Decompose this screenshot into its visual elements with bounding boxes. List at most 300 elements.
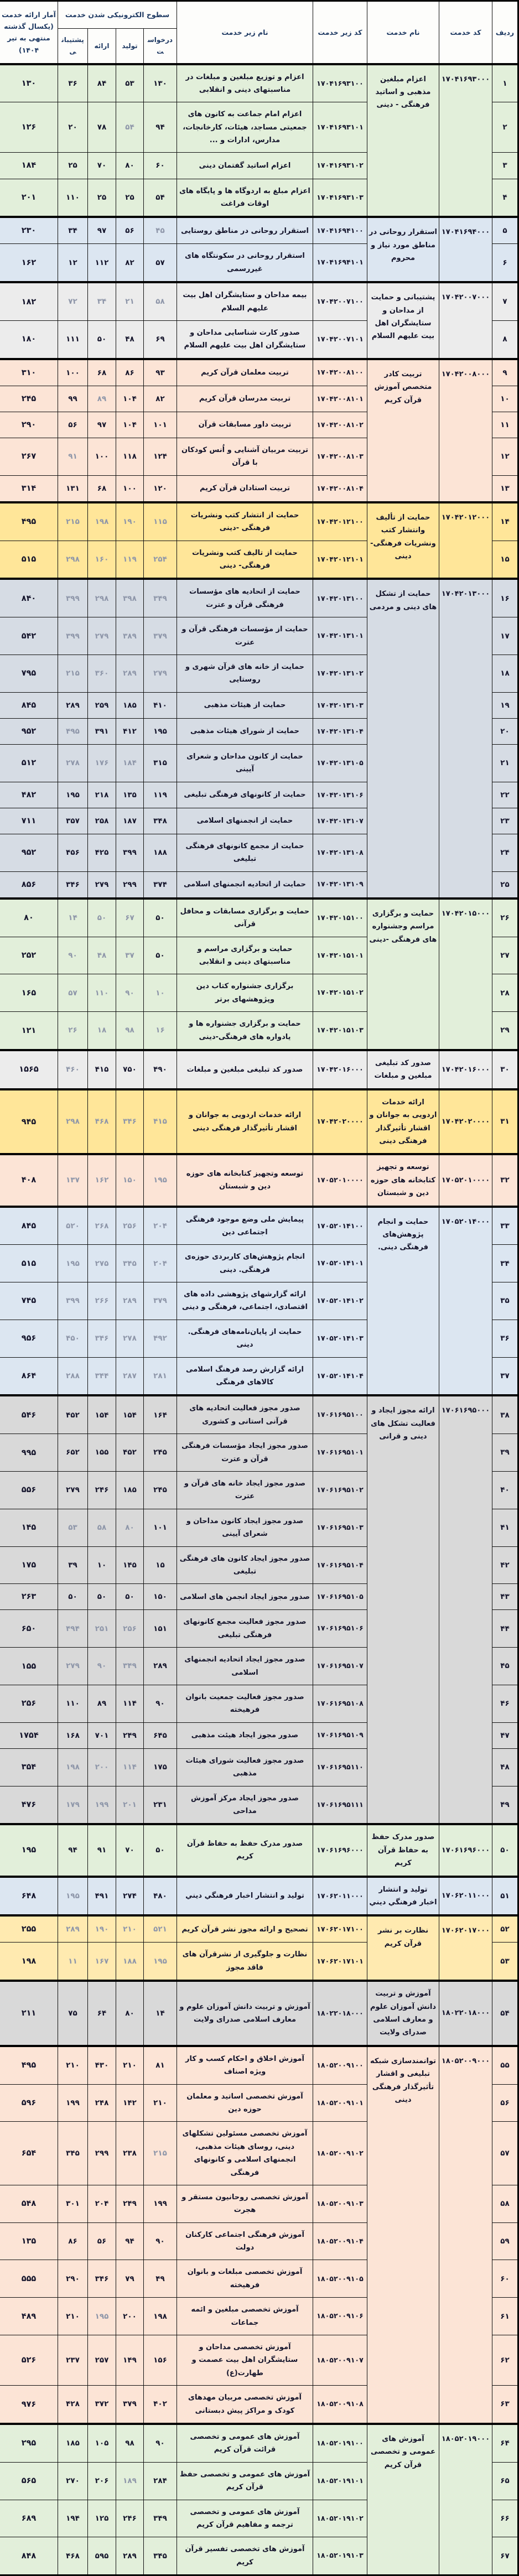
level-support-cell: ۱۱۱ (58, 320, 88, 359)
subservice-code-cell: ۱۸۰۵۲۰۱۹۱۰۲ (313, 2500, 367, 2537)
row-number-cell: ۶۴ (492, 2424, 518, 2462)
level-production-cell: ۳۸۹ (116, 617, 144, 655)
stat-cell: ۵۱۵ (0, 541, 58, 579)
subservice-code-cell: ۱۷۰۴۲۰۱۳۱۰۷ (313, 808, 367, 834)
level-production-cell: ۳۷۹ (116, 2386, 144, 2424)
stat-cell: ۷۹۵ (0, 655, 58, 693)
level-production-cell: ۷۵۰ (116, 1050, 144, 1089)
subservice-code-cell: ۱۷۰۴۲۰۱۳۱۰۲ (313, 655, 367, 693)
stat-cell: ۵۵۶ (0, 1471, 58, 1509)
level-support-cell: ۱۱۰ (58, 1685, 88, 1722)
row-number-cell: ۳۵ (492, 1282, 518, 1320)
level-support-cell: ۹۴ (58, 1824, 88, 1876)
row-number-cell: ۱۶ (492, 579, 518, 617)
stat-cell: ۱۷۵ (0, 1546, 58, 1584)
row-number-cell: ۵۶ (492, 2084, 518, 2122)
level-production-cell: ۱۸۵ (116, 1471, 144, 1509)
level-delivery-cell: ۲۷۹ (88, 617, 116, 655)
subservice-code-cell: ۱۷۰۴۲۰۱۳۱۰۱ (313, 617, 367, 655)
subservice-name-cell: آموزش های تخصصی تفسیر قرآن کریم (177, 2537, 313, 2575)
level-request-cell: ۵۰ (144, 1824, 177, 1876)
row-number-cell: ۲۷ (492, 937, 518, 974)
level-request-cell: ۱۵۶ (144, 2335, 177, 2386)
level-request-cell: ۲۱۵ (144, 2122, 177, 2185)
row-number-cell: ۲۹ (492, 1012, 518, 1050)
subservice-name-cell: صدور مجوز ایجاد خانه های قرآن و عترت (177, 1471, 313, 1509)
level-request-cell: ۲۴۵ (144, 1471, 177, 1509)
level-support-cell: ۳۹۹ (58, 1282, 88, 1320)
service-code-cell: ۱۷۰۶۱۶۹۶۰۰۰ (439, 1824, 492, 1876)
level-production-cell: ۹۴ (116, 2222, 144, 2260)
level-production-cell: ۲۴۹ (116, 1722, 144, 1748)
subservice-name-cell: پیمایش ملی وضع موجود فرهنگی اجتماعی دین (177, 1207, 313, 1245)
level-support-cell: ۲۱۵ (58, 655, 88, 693)
row-number-cell: ۶۷ (492, 2537, 518, 2575)
row-number-cell: ۴۸ (492, 1748, 518, 1786)
level-request-cell: ۹۳ (144, 359, 177, 386)
level-production-cell: ۲۰۱ (116, 1786, 144, 1824)
subservice-name-cell: تربیت استادان قرآن کریم (177, 475, 313, 502)
stat-cell: ۸۶۴ (0, 1357, 58, 1395)
service-code-cell: ۱۷۰۴۲۰۲۰۰۰۰ (439, 1089, 492, 1155)
level-delivery-cell: ۷۰ (88, 153, 116, 179)
level-production-cell: ۳۴۵ (116, 1245, 144, 1282)
level-delivery-cell: ۳۴۶ (88, 2260, 116, 2298)
level-support-cell: ۱۱۰ (58, 179, 88, 217)
level-request-cell: ۶۴۵ (144, 1722, 177, 1748)
row-number-cell: ۱۱ (492, 412, 518, 438)
level-delivery-cell: ۲۴۸ (88, 2084, 116, 2122)
level-support-cell: ۳۹۹ (58, 579, 88, 617)
subservice-code-cell: ۱۸۰۵۲۰۰۹۱۰۴ (313, 2222, 367, 2260)
subservice-code-cell: ۱۷۰۵۲۰۱۴۱۰۳ (313, 1320, 367, 1357)
table-row (0, 217, 518, 244)
stat-cell: ۵۹۶ (0, 2084, 58, 2122)
level-delivery-cell: ۱۰۰ (88, 438, 116, 476)
header-subservice-name: نام زیر خدمت (177, 1, 313, 64)
level-request-cell: ۵۰ (144, 937, 177, 974)
row-number-cell: ۲۶ (492, 899, 518, 937)
stat-cell: ۵۴۲ (0, 617, 58, 655)
level-support-cell: ۲۸۹ (58, 1915, 88, 1943)
row-number-cell: ۴۳ (492, 1584, 518, 1610)
level-delivery-cell: ۵۸ (88, 1509, 116, 1546)
subservice-name-cell: آموزش تخصصی مبلغین و ائمه جماعات (177, 2298, 313, 2335)
row-number-cell: ۹ (492, 359, 518, 386)
level-request-cell: ۲۸۹ (144, 1648, 177, 1685)
level-request-cell: ۱۹۸ (144, 2298, 177, 2335)
level-production-cell: ۳۴۶ (116, 1089, 144, 1155)
level-production-cell: ۱۸۵ (116, 692, 144, 718)
table-row (0, 899, 518, 937)
subservice-code-cell: ۱۷۰۴۲۰۰۷۱۰۱ (313, 320, 367, 359)
level-request-cell: ۸۲ (144, 386, 177, 412)
subservice-code-cell: ۱۸۰۵۲۰۰۹۱۰۶ (313, 2298, 367, 2335)
level-delivery-cell: ۶۴ (88, 1981, 116, 2046)
level-delivery-cell: ۸۹ (88, 386, 116, 412)
level-support-cell: ۱۲ (58, 244, 88, 282)
level-request-cell: ۱۵۱ (144, 1610, 177, 1648)
level-production-cell: ۱۳۵ (116, 782, 144, 808)
level-support-cell: ۳۴۶ (58, 871, 88, 899)
level-delivery-cell: ۲۵۱ (88, 1610, 116, 1648)
level-request-cell: ۵۷ (144, 244, 177, 282)
level-request-cell: ۱۹۵ (144, 718, 177, 744)
table-row (0, 1207, 518, 1245)
level-delivery-cell: ۱۹۵ (88, 2298, 116, 2335)
level-delivery-cell: ۶۸ (88, 359, 116, 386)
level-delivery-cell: ۴۱۵ (88, 1050, 116, 1089)
row-number-cell: ۲۴ (492, 834, 518, 871)
service-code-cell: ۱۷۰۵۲۰۱۰۰۰۰ (439, 1154, 492, 1206)
level-production-cell: ۲۴۹ (116, 2185, 144, 2222)
subservice-name-cell: صدور مجوز ایجاد کانون های فرهنگی تبلیغی (177, 1546, 313, 1584)
level-delivery-cell: ۲۵ (88, 179, 116, 217)
row-number-cell: ۳۱ (492, 1089, 518, 1155)
stat-cell: ۲۵۲ (0, 937, 58, 974)
level-request-cell: ۱۷۵ (144, 1748, 177, 1786)
header-row-label: ردیف (492, 1, 518, 64)
stat-cell: ۴۸۲ (0, 782, 58, 808)
level-production-cell: ۹۰ (116, 974, 144, 1012)
level-delivery-cell: ۱۹۹ (88, 1786, 116, 1824)
level-production-cell: ۱۱۹ (116, 541, 144, 579)
subservice-name-cell: آموزش های عمومی و تخصصی ترجمه و مفاهیم قرآن کریم (177, 2500, 313, 2537)
row-number-cell: ۳ (492, 153, 518, 179)
level-production-cell: ۱۴۵ (116, 1546, 144, 1584)
level-delivery-cell: ۳۹۱ (88, 718, 116, 744)
stat-cell: ۶۸۹ (0, 2500, 58, 2537)
level-delivery-cell: ۳۷۲ (88, 2386, 116, 2424)
level-support-cell: ۱۰۰ (58, 359, 88, 386)
subservice-code-cell: ۱۷۰۴۲۰۱۲۱۰۰ (313, 502, 367, 541)
stat-cell: ۹۵۲ (0, 718, 58, 744)
level-production-cell: ۱۰۰ (116, 475, 144, 502)
level-request-cell: ۲۸۱ (144, 1357, 177, 1395)
level-delivery-cell: ۳۶۰ (88, 655, 116, 693)
level-production-cell: ۸۰ (116, 1509, 144, 1546)
stat-cell: ۲۰۱ (0, 179, 58, 217)
subservice-name-cell: آموزش فرهنگی اجتماعی کارکنان دولت (177, 2222, 313, 2260)
level-request-cell: ۱۵۰ (144, 1584, 177, 1610)
level-support-cell: ۴۹۴ (58, 1610, 88, 1648)
row-number-cell: ۵۳ (492, 1943, 518, 1981)
level-delivery-cell: ۹۰ (88, 1648, 116, 1685)
level-delivery-cell: ۱۶۲ (88, 1154, 116, 1206)
level-support-cell: ۷۲ (58, 282, 88, 320)
level-delivery-cell: ۲۰۰ (88, 1748, 116, 1786)
level-production-cell: ۵۴ (116, 102, 144, 153)
subservice-code-cell: ۱۸۰۵۲۰۰۹۱۰۱ (313, 2084, 367, 2122)
row-number-cell: ۶۶ (492, 2500, 518, 2537)
subservice-code-cell: ۱۷۰۶۲۰۱۷۱۰۰ (313, 1915, 367, 1943)
subservice-name-cell: حمایت از کانونهای فرهنگی تبلیغی (177, 782, 313, 808)
subservice-name-cell: صدور مجوز ایجاد انجمن های اسلامی (177, 1584, 313, 1610)
level-support-cell: ۱۶۸ (58, 1722, 88, 1748)
level-production-cell: ۲۱۰ (116, 2046, 144, 2084)
service-name-cell: صدور مدرک حفظ به حفاظ قرآن کریم (367, 1824, 439, 1876)
header-service-name: نام خدمت (367, 1, 439, 64)
level-support-cell: ۵۲۰ (58, 1207, 88, 1245)
subservice-name-cell: حمایت و برگزاری جشنواره ها و یادواره های فرهنگی-دینی (177, 1012, 313, 1050)
subservice-name-cell: بیمه مداحان و ستایشگران اهل بیت علیهم السلام (177, 282, 313, 320)
row-number-cell: ۳۳ (492, 1207, 518, 1245)
row-number-cell: ۴۴ (492, 1610, 518, 1648)
level-request-cell: ۱۰۱ (144, 412, 177, 438)
level-request-cell: ۳۴۵ (144, 2537, 177, 2575)
level-production-cell: ۲۷۸ (116, 1320, 144, 1357)
level-delivery-cell: ۹۷ (88, 217, 116, 244)
subservice-code-cell: ۱۷۰۶۱۶۹۵۱۰۳ (313, 1509, 367, 1546)
service-name-cell: نظارت بر نشر قرآن کریم (367, 1915, 439, 1981)
subservice-name-cell: حمایت از خانه های قرآن شهری و روستایی (177, 655, 313, 693)
subservice-name-cell: آموزش تخصصی مسئولین تشکلهای دینی، روسای هیئات مذهبی، انجمنهای اسلامی و کانونهای فرهنگی (177, 2122, 313, 2185)
level-delivery-cell: ۵۹۵ (88, 2537, 116, 2575)
stat-cell: ۲۹۵ (0, 2424, 58, 2462)
subservice-name-cell: اعزام اساتید گفتمان دینی (177, 153, 313, 179)
subservice-code-cell: ۱۷۰۴۱۶۹۴۱۰۱ (313, 244, 367, 282)
stat-cell: ۲۵۶ (0, 1685, 58, 1722)
row-number-cell: ۴۹ (492, 1786, 518, 1824)
subservice-code-cell: ۱۸۰۵۲۰۱۹۱۰۰ (313, 2424, 367, 2462)
level-delivery-cell: ۲۵۷ (88, 2335, 116, 2386)
header-service-stats: آمار ارائه خدمت (یکسال گذشته منتهی به تیر ۱۴۰۴) (0, 1, 58, 64)
level-production-cell: ۹۸ (116, 2424, 144, 2462)
subservice-name-cell: صدور مدرک حفظ به حفاظ قرآن کریم (177, 1824, 313, 1876)
stat-cell: ۵۱۵ (0, 1245, 58, 1282)
subservice-code-cell: ۱۷۰۵۲۰۱۴۱۰۴ (313, 1357, 367, 1395)
level-request-cell: ۵۰ (144, 899, 177, 937)
subservice-code-cell: ۱۷۰۴۲۰۱۳۱۰۴ (313, 718, 367, 744)
row-number-cell: ۵۱ (492, 1877, 518, 1916)
subservice-name-cell: آموزش تخصصی روحانیون مستقر و هجرت (177, 2185, 313, 2222)
level-production-cell: ۸۰ (116, 153, 144, 179)
subservice-name-cell: آموزش تخصصی مبلغات و بانوان فرهیخته (177, 2260, 313, 2298)
level-production-cell: ۲۸۹ (116, 655, 144, 693)
subservice-name-cell: حمایت از هیئات مذهبی (177, 692, 313, 718)
level-production-cell: ۱۵۰ (116, 1154, 144, 1206)
subservice-name-cell: حمایت و برگزاری مراسم و مناسبتهای دینی و انقلابی (177, 937, 313, 974)
level-production-cell: ۱۴۲ (116, 2084, 144, 2122)
row-number-cell: ۵۹ (492, 2222, 518, 2260)
service-name-cell: ارائه خدمات اردویی به جوانان و اقشار تأثیرگذار فرهنگی دینی (367, 1089, 439, 1155)
subservice-code-cell: ۱۷۰۵۲۰۱۰۰۰۰ (313, 1154, 367, 1206)
level-production-cell: ۵۳ (116, 64, 144, 102)
level-request-cell: ۱۶۴ (144, 1395, 177, 1434)
subservice-code-cell: ۱۸۰۵۲۰۰۹۱۰۵ (313, 2260, 367, 2298)
stat-cell: ۱۵۶۵ (0, 1050, 58, 1089)
service-name-cell: استقرار روحانی در مناطق مورد نیاز و محروم (367, 217, 439, 282)
level-delivery-cell: ۱۲۵ (88, 2500, 116, 2537)
level-request-cell: ۲۱۰ (144, 2084, 177, 2122)
level-production-cell: ۳۴۹ (116, 1648, 144, 1685)
row-number-cell: ۱ (492, 64, 518, 102)
level-delivery-cell: ۲۶۸ (88, 1207, 116, 1245)
subservice-code-cell: ۱۷۰۴۲۰۱۵۱۰۲ (313, 974, 367, 1012)
row-number-cell: ۳۶ (492, 1320, 518, 1357)
level-support-cell: ۱۳۱ (58, 475, 88, 502)
service-code-cell: ۱۸۰۲۲۰۱۸۰۰۰ (439, 1981, 492, 2046)
subservice-code-cell: ۱۷۰۴۲۰۰۸۱۰۱ (313, 386, 367, 412)
service-code-cell: ۱۸۰۵۲۰۱۹۰۰۰ (439, 2424, 492, 2575)
row-number-cell: ۴۰ (492, 1471, 518, 1509)
stat-cell: ۵۴۶ (0, 1395, 58, 1434)
row-number-cell: ۲۳ (492, 808, 518, 834)
level-request-cell: ۱۲۴ (144, 438, 177, 476)
subservice-code-cell: ۱۷۰۶۱۶۹۵۱۰۹ (313, 1722, 367, 1748)
level-delivery-cell: ۶۸ (88, 475, 116, 502)
row-number-cell: ۵ (492, 217, 518, 244)
level-support-cell: ۴۹۵ (58, 718, 88, 744)
stat-cell: ۲۳۰ (0, 217, 58, 244)
level-production-cell: ۳۹۸ (116, 579, 144, 617)
level-request-cell: ۱۲۰ (144, 475, 177, 502)
service-name-cell: ارائه مجوز ایجاد و فعالیت تشکل های دینی و قرانی (367, 1395, 439, 1824)
level-production-cell: ۷۰ (116, 1824, 144, 1876)
level-production-cell: ۱۰۴ (116, 386, 144, 412)
level-delivery-cell: ۲۴۶ (88, 1471, 116, 1509)
level-request-cell: ۴۹ (144, 2260, 177, 2298)
service-name-cell: حمایت از تشکل های دینی و مردمی (367, 579, 439, 898)
stat-cell: ۱۶۵ (0, 974, 58, 1012)
subservice-name-cell: صدور مجوز ایجاد مرکز آموزش مداحی (177, 1786, 313, 1824)
level-production-cell: ۸۲ (116, 244, 144, 282)
level-support-cell: ۱۱ (58, 1943, 88, 1981)
level-delivery-cell: ۱۸ (88, 1012, 116, 1050)
row-number-cell: ۱۷ (492, 617, 518, 655)
row-number-cell: ۳۸ (492, 1395, 518, 1434)
level-production-cell: ۵۰ (116, 1584, 144, 1610)
row-number-cell: ۵۰ (492, 1824, 518, 1876)
level-request-cell: ۱۱۵ (144, 502, 177, 541)
level-request-cell: ۹۰ (144, 1685, 177, 1722)
level-support-cell: ۵۳ (58, 1509, 88, 1546)
level-request-cell: ۴۹۰ (144, 1050, 177, 1089)
level-request-cell: ۴۱۵ (144, 1089, 177, 1155)
subservice-name-cell: آموزش های عمومی و تخصصی قرائت قرآن کریم (177, 2424, 313, 2462)
table-row (0, 502, 518, 541)
level-support-cell: ۳۴ (58, 217, 88, 244)
level-delivery-cell: ۱۱۲ (88, 244, 116, 282)
level-production-cell: ۱۴۹ (116, 2335, 144, 2386)
subservice-code-cell: ۱۸۰۵۲۰۰۹۱۰۷ (313, 2335, 367, 2386)
row-number-cell: ۴۶ (492, 1685, 518, 1722)
subservice-code-cell: ۱۷۰۶۱۶۹۵۱۰۶ (313, 1610, 367, 1648)
stat-cell: ۱۳۰ (0, 64, 58, 102)
level-production-cell: ۱۰۴ (116, 412, 144, 438)
service-name-cell: تولید و انتشار اخبار فرهنگي ديني (367, 1877, 439, 1916)
level-support-cell: ۹۱ (58, 438, 88, 476)
level-delivery-cell: ۲۰۶ (88, 2462, 116, 2500)
service-name-cell: صدور کد تبلیغی مبلغین و مبلغات (367, 1050, 439, 1089)
subservice-code-cell: ۱۷۰۴۱۶۹۳۱۰۲ (313, 153, 367, 179)
level-support-cell: ۲۹۰ (58, 2260, 88, 2298)
stat-cell: ۹۴۵ (0, 1089, 58, 1155)
level-support-cell: ۴۵۰ (58, 1320, 88, 1357)
row-number-cell: ۶۰ (492, 2260, 518, 2298)
level-delivery-cell: ۱۶۰ (88, 541, 116, 579)
row-number-cell: ۲۵ (492, 871, 518, 899)
subservice-code-cell: ۱۷۰۴۲۰۲۰۰۰۰ (313, 1089, 367, 1155)
service-code-cell: ۱۷۰۵۲۰۱۴۰۰۰ (439, 1207, 492, 1396)
service-name-cell: اعزام مبلغین مذهبی و اساتید فرهنگی - دینی (367, 64, 439, 217)
level-delivery-cell: ۱۶۷ (88, 1943, 116, 1981)
subservice-code-cell: ۱۷۰۴۲۰۱۳۱۰۸ (313, 834, 367, 871)
table-row (0, 2046, 518, 2084)
stat-cell: ۸۴۰ (0, 579, 58, 617)
subservice-name-cell: نظارت و جلوگیری از نشرقرآن های فاقد مجوز (177, 1943, 313, 1981)
subservice-name-cell: صدور مجوز فعالیت جمعیت بانوان فرهیخته (177, 1685, 313, 1722)
subservice-code-cell: ۱۷۰۴۲۰۱۳۱۰۹ (313, 871, 367, 899)
service-code-cell: ۱۷۰۴۲۰۰۸۰۰۰ (439, 359, 492, 502)
level-delivery-cell: ۵۰ (88, 320, 116, 359)
level-support-cell: ۲۹۸ (58, 541, 88, 579)
level-support-cell: ۳۹۹ (58, 617, 88, 655)
subservice-name-cell: تربیت داور مسابقات قرآن (177, 412, 313, 438)
service-code-cell: ۱۸۰۵۲۰۰۹۰۰۰ (439, 2046, 492, 2424)
table-row (0, 1154, 518, 1206)
level-delivery-cell: ۲۵۹ (88, 692, 116, 718)
level-request-cell: ۵۲۱ (144, 1915, 177, 1943)
subservice-name-cell: حمایت و برگزاری مسابقات و محافل قرآنی (177, 899, 313, 937)
level-support-cell: ۱۹۸ (58, 1748, 88, 1786)
row-number-cell: ۵۲ (492, 1915, 518, 1943)
row-number-cell: ۲ (492, 102, 518, 153)
stat-cell: ۳۵۴ (0, 1748, 58, 1786)
level-request-cell: ۳۱۵ (144, 745, 177, 782)
level-support-cell: ۶۵۲ (58, 1434, 88, 1472)
table-header (0, 1, 518, 64)
row-number-cell: ۱۲ (492, 438, 518, 476)
level-request-cell: ۲۰۴ (144, 1207, 177, 1245)
stat-cell: ۸۵۶ (0, 871, 58, 899)
header-level-production: تولید (116, 29, 144, 64)
level-production-cell: ۳۹۹ (116, 834, 144, 871)
service-code-cell: ۱۷۰۴۲۰۱۵۰۰۰ (439, 899, 492, 1050)
subservice-name-cell: آموزش تخصصی مربیان مهدهای کودک و مراکز پیش دبستانی (177, 2386, 313, 2424)
subservice-code-cell: ۱۷۰۴۲۰۱۵۱۰۰ (313, 899, 367, 937)
service-name-cell: توانمندسازی شبکه تبلیغی و اقشار تأثیرگذار فرهنگی دینی (367, 2046, 439, 2424)
stat-cell: ۹۵۲ (0, 834, 58, 871)
level-request-cell: ۱۹۵ (144, 1943, 177, 1981)
subservice-code-cell: ۱۷۰۶۱۶۹۵۱۱۱ (313, 1786, 367, 1824)
stat-cell: ۵۴۸ (0, 2185, 58, 2222)
stat-cell: ۴۰۸ (0, 1154, 58, 1206)
subservice-code-cell: ۱۷۰۶۱۶۹۵۱۰۱ (313, 1434, 367, 1472)
level-delivery-cell: ۸۹ (88, 1685, 116, 1722)
service-name-cell: توسعه و تجهیز کتابخانه های حوزه دین و شبستان (367, 1154, 439, 1206)
table-row (0, 579, 518, 617)
header-service-code: کد خدمت (439, 1, 492, 64)
level-request-cell: ۲۷۹ (144, 655, 177, 693)
table-row (0, 1050, 518, 1089)
level-delivery-cell: ۲۵۸ (88, 808, 116, 834)
row-number-cell: ۵۵ (492, 2046, 518, 2084)
level-production-cell: ۲۹۹ (116, 871, 144, 899)
level-delivery-cell: ۴۲۵ (88, 834, 116, 871)
level-support-cell: ۲۸۸ (58, 1357, 88, 1395)
level-support-cell: ۲۱۵ (58, 502, 88, 541)
service-name-cell: حمایت و برگزاری مراسم وجشنواره های فرهنگی -دینی (367, 899, 439, 1050)
row-number-cell: ۶ (492, 244, 518, 282)
row-number-cell: ۱۰ (492, 386, 518, 412)
level-support-cell: ۴۵۲ (58, 1395, 88, 1434)
level-delivery-cell: ۲۷۵ (88, 1245, 116, 1282)
row-number-cell: ۴۵ (492, 1648, 518, 1685)
subservice-code-cell: ۱۷۰۴۲۰۱۳۱۰۰ (313, 579, 367, 617)
table-row (0, 1824, 518, 1876)
service-name-cell: آموزش های عمومی و تخصصی قرآن کریم (367, 2424, 439, 2575)
